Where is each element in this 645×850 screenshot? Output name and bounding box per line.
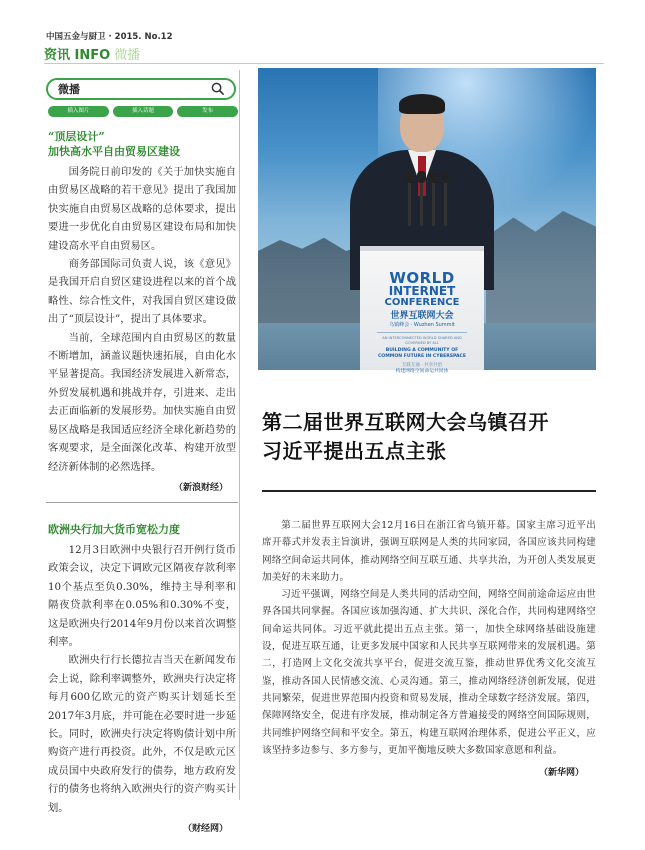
article-paragraph: 第二届世界互联网大会12月16日在浙江省乌镇开幕。国家主席习近平出席开幕式并发表主旨演讲，强调互联网是人类的共同家园，各国应该共同构建网络空间命运共同体，推动网络空间互联互通、共享共治，为开创人类发展更加美好的未来助力。 xyxy=(262,520,596,583)
podium-logo-line: INTERNET xyxy=(388,284,456,298)
microphone-icon xyxy=(444,176,447,226)
article-paragraph: 12月3日欧洲中央银行召开例行货币政策会议，决定下调欧元区隔夜存款利率10个基点至负0.30%，维持主导利率和隔夜贷款利率在0.05%和0.30%不变，这是欧洲央行2014年9月份以来首次调整利率。 xyxy=(48,544,236,649)
microphone-icon xyxy=(408,176,411,226)
headline-line: 第二届世界互联网大会乌镇召开 xyxy=(262,410,549,434)
conference-photo xyxy=(258,68,596,374)
headline-line: 习近平提出五点主张 xyxy=(262,439,447,463)
masthead: 中国五金与厨卫 · 2015. No.12 xyxy=(46,32,173,42)
insert-topic-button[interactable]: 插入话题 xyxy=(113,106,174,117)
article-source: （新华网） xyxy=(538,768,584,779)
article-divider xyxy=(46,502,238,503)
article-paragraph: 商务部国际司负责人说，该《意见》是我国开启自贸区建设进程以来的首个战略性、综合性文件，对我国自贸区建设做出了“顶层设计”，提出了具体要求。 xyxy=(48,258,236,326)
weibo-search-box[interactable] xyxy=(46,78,236,100)
article-free-trade-zone xyxy=(48,130,236,493)
header-rule xyxy=(44,63,604,64)
podium-logo-line: 世界互联网大会 xyxy=(390,311,454,321)
main-headline xyxy=(262,408,602,466)
podium-logo-line: 乌镇峰会 · Wuzhen Summit xyxy=(389,322,455,328)
section-title-main: 资讯 INFO xyxy=(44,48,111,63)
podium xyxy=(360,246,484,374)
search-icon[interactable] xyxy=(211,82,224,95)
article-paragraph: 欧洲央行行长德拉吉当天在新闻发布会上说，除利率调整外，欧洲央行决定将每月600亿欧元的资产购买计划延长至2017年3月底，并可能在必要时进一步延长。同时，欧洲央行决定将购债计划中所购资产进行再投资。此外，不仅是欧元区成员国中央政府发行的债券，地方政府发行的债务也将纳入欧洲央行的资产购买计划。 xyxy=(48,654,236,814)
section-subtitle: 微播 xyxy=(114,48,141,63)
section-title xyxy=(44,44,140,63)
insert-image-button[interactable]: 插入图片 xyxy=(48,106,109,117)
left-column xyxy=(40,70,240,835)
microphone-icon xyxy=(420,176,423,226)
podium-slogan: 构建网络空间命运共同体 xyxy=(395,369,449,374)
article-source: （新浪财经） xyxy=(173,482,228,493)
article-paragraph: 国务院日前印发的《关于加快实施自由贸易区战略的若干意见》提出了我国加快实施自由贸易区战略的总体要求，提出要进一步优化自由贸易区建设布局和加快建设高水平自由贸易区。 xyxy=(48,166,236,252)
podium-slogan: BUILDING A COMMUNITY OF COMMON FUTURE IN CYBERSPACE xyxy=(377,348,467,359)
headline-rule xyxy=(262,490,596,492)
microphone-icon xyxy=(432,176,435,226)
article-paragraph: 当前，全球范围内自由贸易区的数量不断增加，涵盖议题快速拓展，自由化水平显著提高。我国经济发展进入新常态，外贸发展机遇和挑战并存，引进来、走出去正面临新的发展形势。加快实施自由贸易区战略是我国适应经济全球化新趋势的客观要求，是全面深化改革、构建开放型经济新体制的必然选择。 xyxy=(48,331,236,473)
article-ecb-easing xyxy=(48,522,236,834)
podium-slogan: AN INTERCONNECTED WORLD SHARED AND GOVERNED BY ALL xyxy=(382,336,462,345)
main-article-body xyxy=(262,517,596,778)
podium-logo-line: CONFERENCE xyxy=(384,297,460,308)
weibo-button-row xyxy=(48,106,238,118)
article-title: 加快高水平自由贸易区建设 xyxy=(48,145,180,158)
article-kicker: “顶层设计” xyxy=(48,130,105,143)
podium-slogan: 互联互通 · 共享共治 xyxy=(401,363,443,368)
article-source: （财经网） xyxy=(182,824,228,835)
article-paragraph: 习近平强调，网络空间是人类共同的活动空间，网络空间前途命运应由世界各国共同掌握。各国应该加强沟通、扩大共识、深化合作，共同构建网络空间命运共同体。习近平就此提出五点主张。第一，加快全球网络基础设施建设，促进互联互通，让更多发展中国家和人民共享互联网带来的发展机遇。第二，打造网上文化交流共享平台，促进交流互鉴，推动世界优秀文化交流互鉴，推动各国人民情感交流、心灵沟通。第三，推动网络经济创新发展，促进共同繁荣，促进世界范围内投资和贸易发展，推动全球数字经济发展。第四，保障网络安全，促进有序发展，推动制定各方普遍接受的网络空间国际规则，共同维护网络空间和平安全。第五，构建互联网治理体系，促进公平正义，应该坚持多边参与、多方参与，更加平衡地反映大多数国家意愿和利益。 xyxy=(262,589,596,756)
weibo-label: 微播 xyxy=(58,83,80,96)
publish-button[interactable]: 发布 xyxy=(177,106,238,117)
podium-logo-line: WORLD xyxy=(389,269,455,287)
article-title: 欧洲央行加大货币宽松力度 xyxy=(48,523,180,536)
